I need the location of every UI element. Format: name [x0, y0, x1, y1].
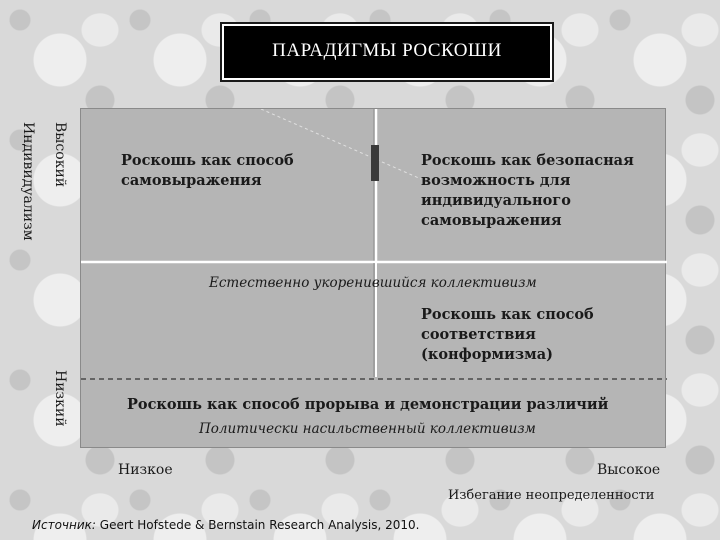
- title-box: [222, 24, 552, 80]
- page-title: ПАРАДИГМЫ РОСКОШИ: [272, 40, 502, 61]
- band-natural-collectivism: Естественно укоренившийся коллективизм: [209, 275, 537, 291]
- x-axis-low: Низкое: [118, 462, 173, 478]
- quadrant-top-left: Роскошь как способ самовыражения: [121, 152, 294, 189]
- source-note: [32, 518, 420, 532]
- quadrant-top-right: Роскошь как безопасная возможность для индивидуального самовыражения: [421, 152, 634, 229]
- quadrant-middle-right: Роскошь как способ соответствия (конформизма): [421, 306, 594, 363]
- y-axis-low: Низкий: [52, 370, 68, 427]
- y-axis-name: Индивидуализм: [20, 122, 36, 241]
- source-text: Geert Hofstede & Bernstain Research Analysis, 2010.: [99, 518, 420, 532]
- band-political-collectivism: Политически насильственный коллективизм: [199, 421, 536, 437]
- x-axis-high: Высокое: [597, 462, 661, 478]
- source-prefix: Источник:: [32, 518, 96, 532]
- x-axis-name: Избегание неопределенности: [448, 488, 655, 503]
- quadrant-bottom: Роскошь как способ прорыва и демонстрации различий: [127, 396, 609, 413]
- divider-marker: [371, 145, 379, 181]
- paradigm-matrix: [80, 108, 666, 448]
- y-axis-high: Высокий: [52, 122, 68, 188]
